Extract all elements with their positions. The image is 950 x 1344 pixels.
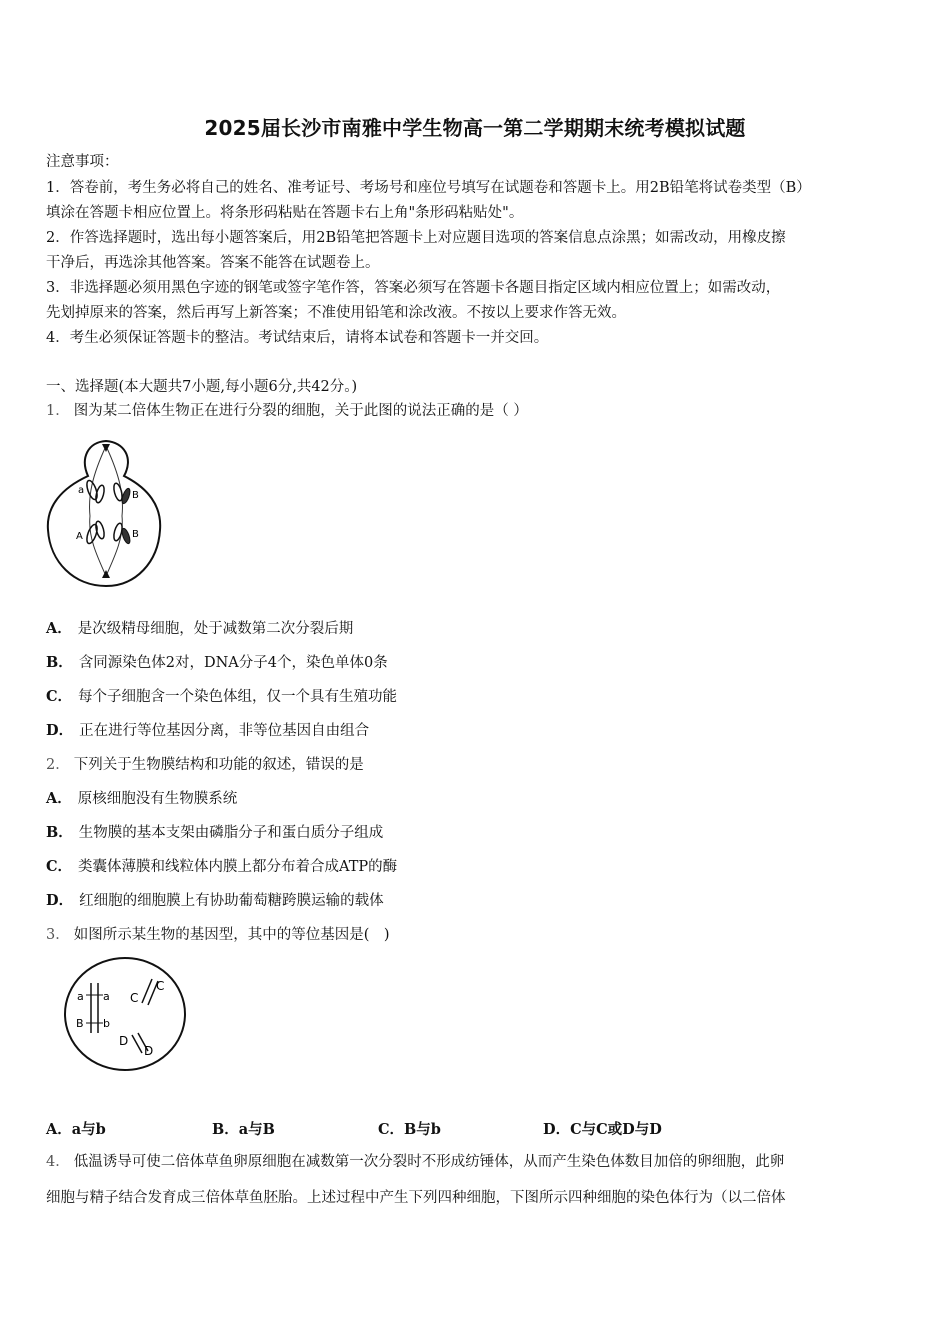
chromosome: [120, 527, 131, 544]
option-c[interactable]: [46, 687, 397, 707]
option-key: B．: [212, 1121, 239, 1138]
gene-label: C: [130, 991, 139, 1005]
gene-label: B: [132, 490, 139, 501]
question-number: 1．: [46, 403, 70, 419]
gene-label: B: [132, 529, 139, 540]
option-b[interactable]: [212, 1118, 275, 1139]
option-text: 原核细胞没有生物膜系统: [77, 791, 238, 807]
option-key: C．: [46, 858, 73, 875]
question-3-stem: [46, 925, 390, 945]
option-text: 是次级精母细胞，处于减数第二次分裂后期: [77, 621, 354, 637]
notice-line: 1．答卷前，考生务必将自己的姓名、准考证号、考场号和座位号填写在试题卷和答题卡上。用2B铅笔将试卷类型（B）: [46, 180, 811, 196]
gene-label: b: [103, 1017, 110, 1030]
option-key: D．: [543, 1121, 571, 1138]
notice-line: 干净后，再选涂其他答案。答案不能答在试题卷上。: [46, 255, 380, 271]
question-number: 3．: [46, 927, 70, 943]
notice-line: 先划掉原来的答案，然后再写上新答案；不准使用铅笔和涂改液。不按以上要求作答无效。: [46, 305, 626, 321]
option-a[interactable]: [46, 1118, 106, 1139]
option-key: B．: [46, 654, 73, 671]
notice-heading: 注意事项：: [46, 154, 119, 170]
option-key: A．: [46, 790, 72, 807]
notice-line: 2．作答选择题时，选出每小题答案后，用2B铅笔把答题卡上对应题目选项的答案信息点涂黑；如需改动，用橡皮擦: [46, 230, 786, 246]
question-text: 低温诱导可使二倍体草鱼卵原细胞在减数第一次分裂时不形成纺锤体，从而产生染色体数目加倍的卵细胞，此卵: [73, 1154, 785, 1170]
option-text: a与B: [238, 1121, 275, 1138]
option-key: C．: [378, 1121, 405, 1138]
notice-line: 3．非选择题必须用黑色字迹的钢笔或签字笔作答，答案必须写在答题卡各题目指定区域内相应位置上；如需改动，: [46, 280, 781, 296]
option-d[interactable]: [543, 1118, 662, 1139]
gene-label: D: [144, 1044, 154, 1058]
question-number: 4．: [46, 1154, 70, 1170]
option-key: B．: [46, 824, 73, 841]
option-key: D．: [46, 892, 74, 909]
option-key: C．: [46, 688, 73, 705]
question-2-stem: [46, 755, 364, 775]
option-d[interactable]: [46, 891, 384, 911]
question-4-stem: [46, 1152, 784, 1172]
question-number: 2．: [46, 757, 70, 773]
option-a[interactable]: [46, 789, 237, 809]
option-a[interactable]: [46, 619, 353, 639]
option-d[interactable]: [46, 721, 369, 741]
option-text: 含同源染色体2对，DNA分子4个，染色单体0条: [78, 655, 388, 671]
option-text: 生物膜的基本支架由磷脂分子和蛋白质分子组成: [78, 825, 384, 841]
question-text: 如图所示某生物的基因型，其中的等位基因是( ): [73, 927, 390, 943]
notice-line: 4．考生必须保证答题卡的整洁。考试结束后，请将本试卷和答题卡一并交回。: [46, 330, 549, 346]
genotype-figure: [62, 955, 188, 1073]
option-text: 正在进行等位基因分离，非等位基因自由组合: [79, 723, 370, 739]
cell-outline: [65, 958, 185, 1070]
gene-label: B: [76, 1017, 84, 1030]
option-text: a与b: [71, 1121, 106, 1138]
notice-line: 填涂在答题卡相应位置上。将条形码粘贴在答题卡右上角"条形码粘贴处"。: [46, 205, 524, 221]
option-key: A．: [46, 620, 72, 637]
option-b[interactable]: [46, 823, 383, 843]
question-4-stem-cont: 细胞与精子结合发育成三倍体草鱼胚胎。上述过程中产生下列四种细胞，下图所示四种细胞的染色体行为（以二倍体: [46, 1190, 786, 1206]
gene-label: a: [103, 990, 110, 1003]
gene-label: a: [78, 485, 85, 496]
gene-label: D: [119, 1034, 129, 1048]
option-c[interactable]: [46, 857, 397, 877]
option-text: B与b: [404, 1121, 441, 1138]
option-b[interactable]: [46, 653, 388, 673]
page-title: 2025届长沙市南雅中学生物高一第二学期期末统考模拟试题: [204, 116, 746, 140]
cell-division-figure: [44, 436, 168, 592]
gene-label: a: [77, 990, 84, 1003]
gene-label: A: [76, 531, 83, 542]
question-1-stem: [46, 401, 528, 421]
section-heading: 一、选择题(本大题共7小题,每小题6分,共42分。): [46, 379, 358, 395]
question-text: 下列关于生物膜结构和功能的叙述，错误的是: [73, 757, 364, 773]
option-text: 类囊体薄膜和线粒体内膜上都分布着合成ATP的酶: [78, 859, 398, 875]
option-key: D．: [46, 722, 74, 739]
gene-label: C: [156, 979, 165, 993]
option-key: A．: [46, 1121, 72, 1138]
option-text: C与C或D与D: [570, 1121, 662, 1138]
option-text: 红细胞的细胞膜上有协助葡萄糖跨膜运输的载体: [79, 893, 384, 909]
option-c[interactable]: [378, 1118, 441, 1139]
cell-outline: [48, 441, 160, 586]
question-text: 图为某二倍体生物正在进行分裂的细胞，关于此图的说法正确的是（ ）: [73, 403, 528, 419]
option-text: 每个子细胞含一个染色体组，仅一个具有生殖功能: [78, 689, 398, 705]
